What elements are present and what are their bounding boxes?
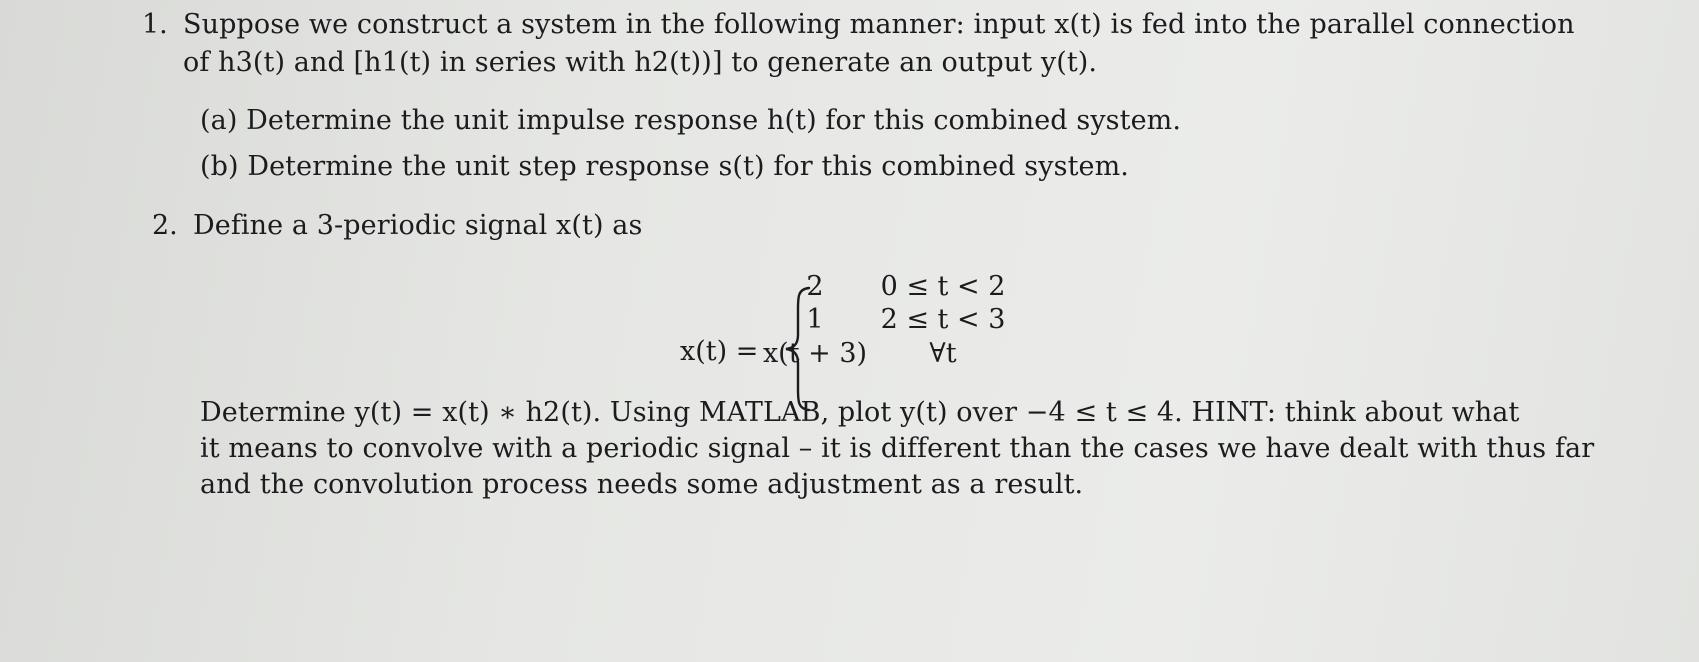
- case-2-value: 1: [806, 304, 824, 335]
- problem-2-paragraph-line-2: it means to convolve with a periodic signal – it is different than the cases we have dealt with thus far: [200, 433, 1595, 464]
- problem-1-part-a: (a) Determine the unit impulse response h(t) for this combined system.: [200, 105, 1182, 136]
- case-3-value: x(t + 3): [762, 338, 868, 369]
- problem-1-number: 1.: [142, 9, 168, 40]
- case-1-condition: 0 ≤ t < 2: [880, 271, 1006, 302]
- case-3-condition: ∀t: [929, 338, 957, 369]
- problem-1-line-1: Suppose we construct a system in the following manner: input x(t) is fed into the parallel connection: [183, 9, 1575, 40]
- problem-1-line-2: of h3(t) and [h1(t) in series with h2(t))] to generate an output y(t).: [183, 47, 1098, 78]
- problem-2-number: 2.: [152, 210, 178, 241]
- equation-lhs: x(t) =: [680, 336, 759, 367]
- case-2-condition: 2 ≤ t < 3: [880, 304, 1006, 335]
- problem-2-paragraph-line-3: and the convolution process needs some adjustment as a result.: [200, 469, 1084, 500]
- problem-2-paragraph-line-1: Determine y(t) = x(t) ∗ h2(t). Using MATLAB, plot y(t) over −4 ≤ t ≤ 4. HINT: think about what: [200, 397, 1520, 428]
- problem-2-intro: Define a 3-periodic signal x(t) as: [193, 210, 643, 241]
- case-1-value: 2: [806, 271, 824, 302]
- problem-1-part-b: (b) Determine the unit step response s(t) for this combined system.: [200, 151, 1129, 182]
